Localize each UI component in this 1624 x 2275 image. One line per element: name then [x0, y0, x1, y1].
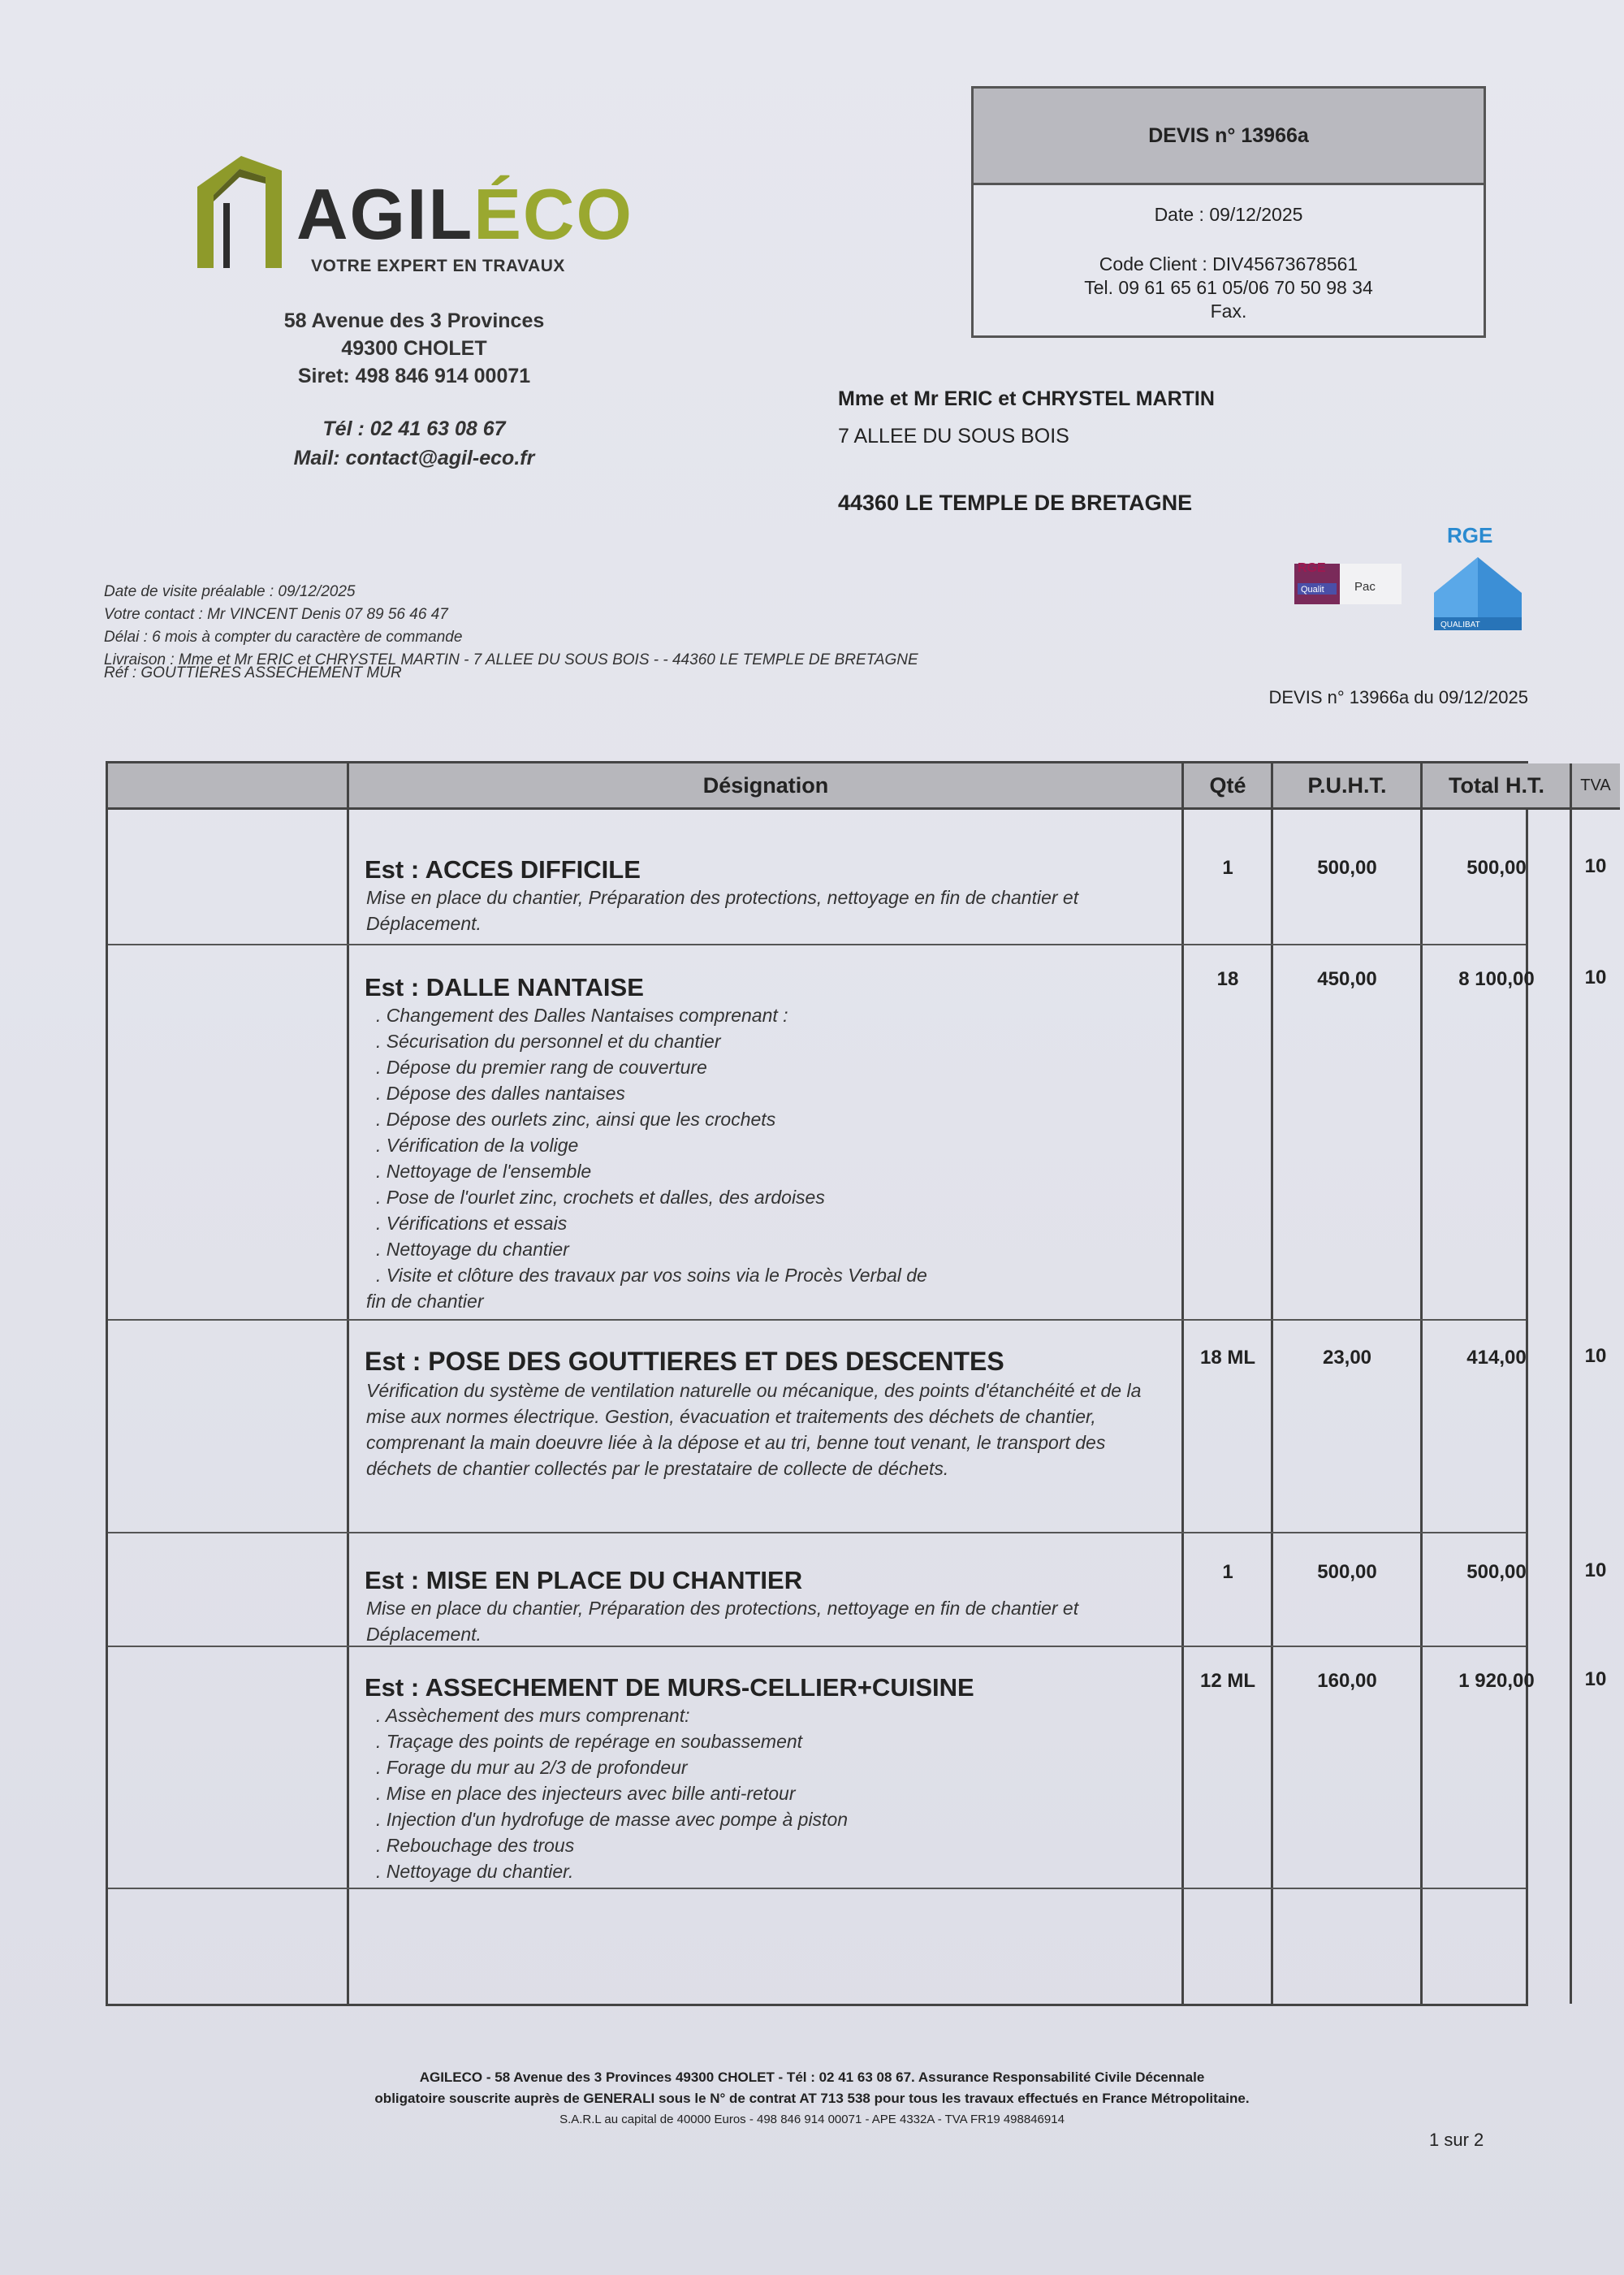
quote-table [106, 761, 1611, 2006]
company-address: 58 Avenue des 3 Provinces 49300 CHOLET Siret: 498 846 914 00071 [283, 309, 545, 387]
logo-wordmark: AGILÉCO [296, 174, 633, 254]
legal-footer: AGILECO - 58 Avenue des 3 Provinces 49300 CHOLET - Tél : 02 41 63 08 67. Assurance Responsabilité Civile Décennale obligatoire souscrite auprès de GENERALI sous le N° de contrat AT 713 538 pour tous les travaux effectués en France Métropolitaine. S.A.R.L au capital de 40000 Euros - 498 846 914 00071 - APE 4332A - TVA FR19 498846914 [374, 2070, 1250, 2126]
line-unit-price: 450,00 [1317, 968, 1377, 990]
line-qte: 12 ML [1199, 1670, 1255, 1692]
line-unit-price: 500,00 [1317, 857, 1377, 879]
line-description: Mise en place du chantier, Préparation des protections, nettoyage en fin de chantier et Déplacement. [366, 1598, 1079, 1645]
svg-text:RGE: RGE [1298, 561, 1326, 575]
line-item-list: . Changement des Dalles Nantaises comprenant : . Sécurisation du personnel et du chantier . Dépose du premier rang de couverture . Dépose des dalles nantaises . Dépose des ourlets zinc, ainsi que les crochets . Vérification de la volige . Nettoyage de l'ensemble . Pose de l'ourlet zinc, crochets et dalles, des ardoises . Vérifications et essais . Nettoyage du chantier . Visite et clôture des travaux par vos soins via le Procès Verbal de fin de chantier [366, 1005, 927, 1312]
line-qte: 1 [1222, 857, 1233, 879]
rge-qualibat-logo-icon [1431, 520, 1527, 634]
devis-number: DEVIS n° 13966a [974, 89, 1484, 185]
house-logo-icon [191, 154, 288, 272]
rge-qualipac-logo-icon [1294, 546, 1402, 611]
meta-livraison: Livraison : Mme et Mr ERIC et CHRYSTEL MARTIN - 7 ALLEE DU SOUS BOIS - - 44360 LE TEMPLE DE BRETAGNE [104, 651, 918, 668]
client-city: 44360 LE TEMPLE DE BRETAGNE [838, 491, 1193, 515]
line-total: 8 100,00 [1458, 968, 1535, 990]
table-row [108, 810, 1607, 944]
logo-tagline: VOTRE EXPERT EN TRAVAUX [311, 257, 565, 275]
line-tva: 10 [1584, 1668, 1607, 1690]
meta-visite: Date de visite préalable : 09/12/2025 [104, 583, 356, 600]
line-title: Est : MISE EN PLACE DU CHANTIER [365, 1566, 803, 1594]
line-tva: 10 [1584, 1345, 1607, 1367]
quote-meta [104, 581, 1257, 685]
client-name: Mme et Mr ERIC et CHRYSTEL MARTIN [838, 387, 1215, 410]
devis-client-info: Code Client : DIV45673678561 Tel. 09 61 65 61 05/06 70 50 98 34 Fax. [1084, 253, 1373, 322]
col-divider [1570, 763, 1572, 2004]
header-designation: Désignation [348, 763, 1183, 810]
line-qte: 18 [1216, 968, 1239, 990]
line-title: Est : DALLE NANTAISE [365, 973, 644, 1001]
line-tva: 10 [1584, 855, 1607, 877]
line-tva: 10 [1584, 967, 1607, 988]
company-logo [191, 154, 646, 284]
company-contact [235, 414, 593, 473]
line-tva: 10 [1584, 1559, 1607, 1581]
line-unit-price: 23,00 [1322, 1347, 1372, 1369]
line-title: Est : ACCES DIFFICILE [365, 855, 641, 884]
line-total: 414,00 [1466, 1347, 1527, 1369]
line-qte: 1 [1222, 1561, 1233, 1583]
header-puht: P.U.H.T. [1272, 763, 1422, 810]
line-title: Est : POSE DES GOUTTIERES ET DES DESCENTES [365, 1347, 1004, 1376]
line-total: 500,00 [1466, 1561, 1527, 1583]
line-description: Vérification du système de ventilation naturelle ou mécanique, des points d'étanchéité et de la mise aux normes électrique. Gestion, évacuation et traitements des déchets de chantier, comprenant la main doeuvre liée à la dépose et au tri, benne tout venant, le transport des déchets de chantier collectés par le prestataire de collecte de déchets. [366, 1380, 1142, 1479]
meta-contact: Votre contact : Mr VINCENT Denis 07 89 56 46 47 [104, 606, 448, 623]
header-tva: TVA [1571, 763, 1620, 810]
devis-info-box [971, 86, 1486, 338]
table-row [108, 1647, 1607, 1888]
header-qte: Qté [1183, 763, 1272, 810]
row-divider [108, 1888, 1526, 1889]
table-row [108, 945, 1607, 1319]
line-unit-price: 160,00 [1317, 1670, 1377, 1692]
line-description: Mise en place du chantier, Préparation des protections, nettoyage en fin de chantier et Déplacement. [366, 887, 1079, 934]
page-number: 1 sur 2 [1429, 2130, 1484, 2150]
devis-reference: DEVIS n° 13966a du 09/12/2025 [1268, 687, 1528, 707]
header-total: Total H.T. [1422, 763, 1571, 810]
svg-text:RGE: RGE [1447, 523, 1493, 547]
header-blank [108, 763, 348, 810]
line-title: Est : ASSECHEMENT DE MURS-CELLIER+CUISINE [365, 1673, 974, 1702]
svg-text:QUALIBAT: QUALIBAT [1440, 621, 1480, 629]
meta-delai: Délai : 6 mois à compter du caractère de commande [104, 629, 463, 646]
line-total: 1 920,00 [1458, 1670, 1535, 1692]
meta-ref: Réf : GOUTTIERES ASSECHEMENT MUR [104, 664, 402, 681]
svg-text:Qualit: Qualit [1301, 585, 1324, 595]
client-address [838, 380, 1406, 521]
table-row [108, 1533, 1607, 1646]
line-unit-price: 500,00 [1317, 1561, 1377, 1583]
company-email: Mail: contact@agil-eco.fr [293, 447, 535, 469]
table-row [108, 1321, 1607, 1532]
line-qte: 18 ML [1199, 1347, 1255, 1369]
line-total: 500,00 [1466, 857, 1527, 879]
company-phone: Tél : 02 41 63 08 67 [322, 417, 506, 440]
line-item-list: . Assèchement des murs comprenant: . Traçage des points de repérage en soubassement . Forage du mur au 2/3 de profondeur . Mise en place des injecteurs avec bille anti-retour . Injection d'un hydrofuge de masse avec pompe à piston . Rebouchage des trous . Nettoyage du chantier. [376, 1705, 849, 1882]
svg-text:Pac: Pac [1354, 580, 1376, 594]
client-street: 7 ALLEE DU SOUS BOIS [838, 425, 1069, 448]
devis-date: Date : 09/12/2025 [1154, 204, 1303, 225]
